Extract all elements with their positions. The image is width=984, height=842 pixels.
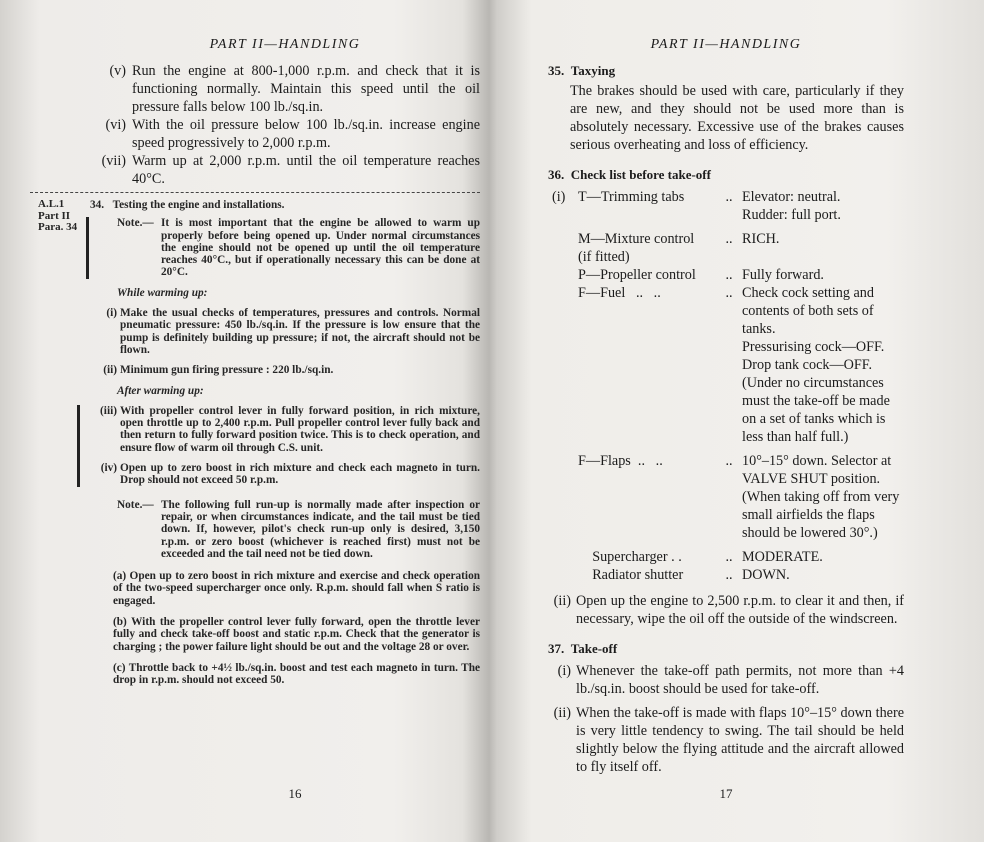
section-title: Testing the engine and installations. [112,199,285,211]
note-label: Note.— [117,217,154,230]
checklist-row [552,566,904,584]
step-v: (v) Run the engine at 800-1,000 r.p.m. and check that it is functioning normally. Maintain this speed until the oil pressure falls below 100 lb./sq.in. [109,63,480,115]
running-header: PART II—HANDLING [650,37,802,52]
amendment-bar [77,405,80,487]
checklist-item: M—Mixture control (if fitted) [578,231,698,265]
section-number: 34. [90,199,105,211]
checklist-row [552,548,904,566]
checklist-value: 10°–15° down. Selector at VALVE SHUT position. (When taking off from very small airfields the flaps should be lowered 30°.) [742,453,900,541]
row-number [552,230,578,266]
take-off-checklist [552,188,904,584]
amendment-margin-note [38,199,78,234]
row-number [552,266,578,284]
margin-line: A.L.1 [38,198,65,210]
run-up-substeps [80,570,480,686]
checklist-step-ii: (ii) Open up the engine to 2,500 r.p.m. to clear it and then, if necessary, wipe the oil off the outside of the windscreen. [553,593,904,627]
checklist-item: P—Propeller control [578,267,696,283]
substep-a: (a) Open up to zero boost in rich mixture and exercise and check operation of the two-speed supercharger once only. R.p.m. should fall when S ratio is engaged. [113,570,480,607]
section-37-heading [548,640,904,658]
step-iv: (iv) Open up to zero boost in rich mixture and check each magneto in turn. Drop should not exceed 50 r.p.m. [100,462,480,487]
amendment-divider [30,192,480,193]
section-title: Taxying [570,63,616,78]
section-36-heading [548,166,904,184]
substep-b: (b) With the propeller control lever fully forward, open the throttle lever fully and check take-off boost and static r.p.m. Check that the generator is charging ; the power failure light should be out and the voltage 28 or over. [113,616,480,653]
section-number: 37. [548,641,565,656]
note-text: The following full run-up is normally made after inspection or repair, or when circumstances indicate, and the tail must be tied down. If, however, pilot's check run-up only is desired, 3,150 r.p.m. or zero boost (whichever is reached first) must not be exceeded and the tail need not be tied down. [161,498,480,560]
row-number [552,452,578,542]
section-35-heading [548,62,904,80]
leader-dots: .. [725,189,733,205]
step-iii: (iii) With propeller control lever in fully forward position, in rich mixture, open throttle up to 2,400 r.p.m. Pull propeller control lever fully back and then return to fully forward position twice. This is to check operation, and ensure flow of warm oil through C.S. unit. [100,404,480,454]
row-number [552,548,578,566]
page-number: 17 [719,786,733,801]
substep-c: (c) Throttle back to +4½ lb./sq.in. boost and test each magneto in turn. The drop in r.p.m. should not exceed 50. [113,661,480,687]
note-label: Note.— [117,498,154,511]
step-ii: (ii) Minimum gun firing pressure : 220 lb./sq.in. [103,364,334,377]
checklist-value: MODERATE. [742,549,823,565]
section-number: 36. [548,167,565,182]
checklist-value: RICH. [742,231,780,247]
checklist-item: F—Flaps .. .. [578,453,663,469]
checklist-value: Check cock setting and contents of both sets of tanks. Pressurising cock—OFF. Drop tank cock—OFF. (Under no circumstances must the take-off be made on a set of tanks which is less than half full.) [742,285,890,445]
margin-line: Para. 34 [38,221,78,233]
row-number [552,284,578,446]
row-number [552,566,578,584]
page-17 [492,0,984,842]
section-number: 35. [548,63,565,78]
leader-dots: .. [725,285,733,301]
margin-line: Part II [38,209,71,222]
section-35-text: The brakes should be used with care, particularly if they are new, and they should not be used more than is absolutely necessary. Excessive use of the brakes causes serious overheating and loss of efficiency. [570,83,904,153]
row-number: (i) [552,189,566,205]
checklist-row [552,230,904,266]
section-title: Take-off [570,641,618,656]
step-vi: (vi) With the oil pressure below 100 lb./sq.in. increase engine speed progressively to 2,000 r.p.m. [105,117,480,151]
leader-dots: .. [725,453,733,469]
warmup-steps [80,62,480,188]
checklist-row [552,284,904,446]
section-35 [548,62,904,154]
page-number: 16 [288,786,302,801]
checklist-item: Supercharger . . [578,549,682,565]
checklist-value: DOWN. [742,567,790,583]
checklist-item: Radiator shutter [578,567,684,583]
checklist-value: Elevator: neutral. Rudder: full port. [742,189,841,223]
running-header: PART II—HANDLING [209,37,361,52]
checklist-row [552,452,904,542]
leader-dots: .. [725,549,733,565]
while-warming-heading: While warming up: [117,286,208,299]
after-warming-steps [80,405,480,487]
note-run-up [80,499,480,560]
step-vii: (vii) Warm up at 2,000 r.p.m. until the oil temperature reaches 40°C. [101,153,480,187]
checklist-value: Fully forward. [742,267,824,283]
step-i: (i) Make the usual checks of temperatures, pressures and controls. Normal pneumatic pressure: 450 lb./sq.in. If the pressure is low ensure that the pump is definitely building up pressure; if not, the aircraft should not be flown. [106,307,480,356]
while-warming-steps [80,307,480,376]
take-off-step-i: (i) Whenever the take-off path permits, not more than +4 lb./sq.in. boost should be used for take-off. [557,663,904,697]
amendment-bar [86,217,89,278]
section-title: Check list before take-off [570,167,711,182]
leader-dots: .. [725,231,733,247]
checklist-item: T—Trimming tabs [578,189,685,205]
take-off-step-ii: (ii) When the take-off is made with flaps 10°–15° down there is very little tendency to swing. The tail should be held slightly below the flying attitude and the aircraft allowed to fly itself off. [553,705,904,775]
checklist-row [552,266,904,284]
leader-dots: .. [725,267,733,283]
after-warming-heading: After warming up: [117,384,204,397]
note-text: It is most important that the engine be allowed to warm up properly before being opened up. Under normal circumstances the engine should not be opened up until the oil temperature reaches 40°C., but if operationally necessary this can be done at 20°C. [161,217,480,279]
take-off-steps [548,662,904,776]
checklist-row [552,188,904,224]
note-warm-up [80,217,480,278]
leader-dots: .. [725,567,733,583]
checklist-item: F—Fuel .. .. [578,285,661,301]
